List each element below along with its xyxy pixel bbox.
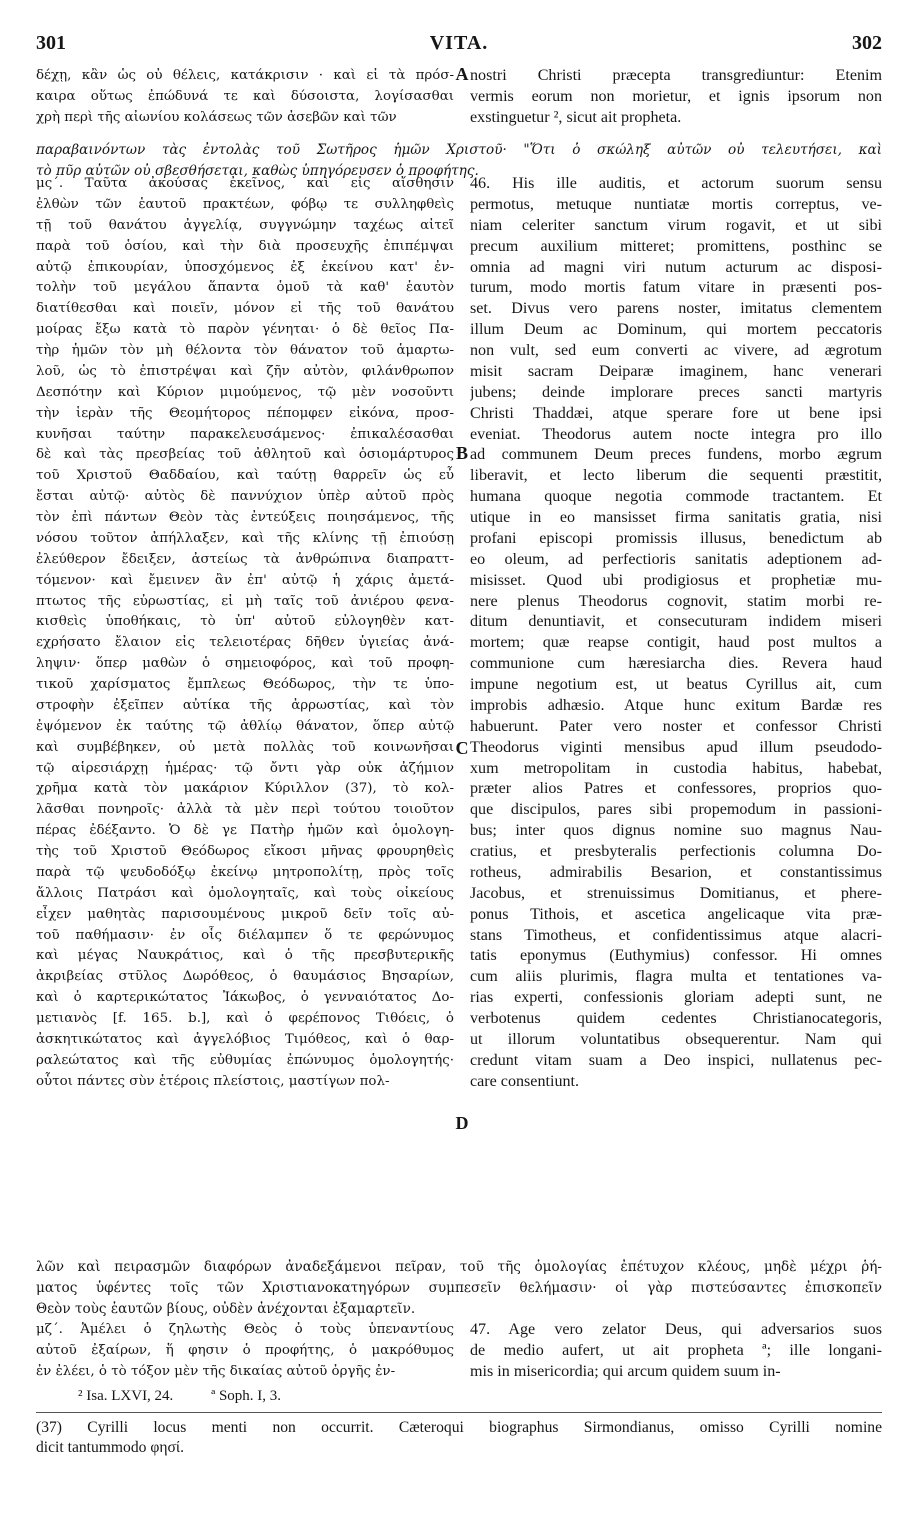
text-line: αὐτοῦ ἐξαίρων, ἥ φησιν ὁ προφήτης, ὁ μακρόθυμος [36,1342,454,1358]
page-number-left: 301 [36,32,66,54]
text-line: κυνῆσαι ταύτην παρακελευσάμενος· ἐπικαλέσασθαι [36,426,454,442]
text-line: τὴρ ἡμῶν τὸν μὴ θέλοντα τὸν θάνατον τοῦ ἁμαρτω- [36,343,454,358]
text-line: καὶ ὁ καρτερικώτατος Ἰάκωβος, ὁ γενναιότατος Δο- [36,990,454,1006]
text-line: τῷ αἱρεσιάρχῃ ἡμέρας· τῷ ὄντι γὰρ οὐκ ἀζήμιον [36,760,454,776]
text-line: præter alios Patres et confessores, proprios quo- [470,780,882,798]
footnote-rule [36,1412,882,1413]
text-line: ut illorum voluntatibus obsequerentur. Nam qui [470,1030,882,1048]
text-line: que discipulos, pares sibi propemodum in passioni- [470,801,882,819]
text-line: vermis eorum non morietur, et ignis ipsorum non [470,87,882,105]
text-line: νόσου τοῦτον ἀπήλλαξεν, καὶ τῆς κλίνης τῇ ἐπιούσῃ [36,530,454,546]
text-line: omnia ad magni viri nutum acturum ac disposi- [470,258,882,276]
text-line: ραλεώτατος καὶ τῆς εὐθυμίας ἐπώνυμος ὁμολογητής· [36,1052,454,1068]
text-line: τῇ τοῦ θανάτου ἀγγελίᾳ, συγγνώμην ταχέως αἰτεῖ [36,217,454,233]
latin-column-main [470,174,882,1093]
page-header [36,32,882,56]
text-line: Δεσπότην καὶ Κύριον μιμούμενος, τῷ μὲν νοσοῦντι [36,384,454,400]
text-line: καὶ μέγας Ναυκράτιος, καὶ ὁ τῆς πρεσβυτερικῆς [36,948,454,964]
text-line: Jacobus, et strenuissimus Domitianus, et phere- [470,884,882,902]
text-line: αὐτῷ ἐπικουρίαν, ὑποσχόμενος ἐξ ἐκείνου κατ' ἐν- [36,259,454,275]
text-line: ματος ὑφέντες τοῖς τῶν Χριστιανοκατηγόρων συμπεσεῖν θελήμασιν· οἱ γὰρ πιστεύσαντες ἐπισκοπεῖν [36,1279,882,1296]
text-line: 46. His ille auditis, et actorum suorum sensu [470,175,882,192]
text-line: 47. Age vero zelator Deus, qui adversarios suos [470,1321,882,1338]
text-line: misisset. Quod ubi prodigiosus et prophetiæ mu- [470,571,882,589]
text-line: ditum denuntiavit, et consecuturam indidem miseri [470,613,882,631]
latin-column-top [470,66,882,129]
text-line: ἔσται αὐτῷ· αὐτὸς δὲ παννύχιον ὑπὲρ αὐτοῦ πρὸς [36,489,454,505]
text-line: jubens; deinde implorare preces sancti martyris [470,383,882,401]
text-line: παρὰ τοῦ ὁσίου, καὶ τὴν διὰ προσευχῆς ἐπιπέμψαι [36,238,454,254]
text-line: ἐν ἐλέει, ὁ τὸ τόξον μὲν τῆς δικαίας αὐτοῦ ὀργῆς ἐν- [36,1363,396,1379]
text-line: illum Deum ac Dominum, qui mortem peccatoris [470,321,882,339]
text-line: τὴν ἱερὰν τῆς Θεομήτορος πέπομφεν εἰκόνα, προσ- [36,405,454,421]
text-line: tatis eponymus (Euthymius) confessor. Hi omnes [470,947,882,965]
text-line: set. Divus vero parens noster, imitatus clementem [470,300,882,318]
text-line: λῶν καὶ πειρασμῶν διαφόρων ἀναδεξάμενοι πεῖραν, τοῦ τῆς ὁμολογίας ἐπέτυχον κλέους, μηδὲ μέχρι ῥή- [36,1259,882,1275]
latin-column-bottom [470,1320,882,1383]
text-line: nere plenus Theodorus cognovit, statim morbi re- [470,592,882,610]
text-line: δὲ καὶ τὰς πρεσβείας τοῦ ἀθλητοῦ καὶ ὁσιομάρτυρος [36,447,454,463]
text-line: μοίρας ἔξω κατὰ τὸ παρὸν γένηται· ὁ δὲ θεῖος Πα- [36,322,454,338]
text-line: διατίθεσθαι καὶ ποιεῖν, μόνον εἰ τῆς τοῦ θανάτου [36,301,454,317]
text-line: τόμενον· καὶ ἔμεινεν ἂν ἐπ' αὐτῷ ἡ χάρις ἀμετά- [36,572,454,588]
text-line: πέρας ἐδέξαντο. Ὁ δὲ γε Πατὴρ ἡμῶν καὶ ὁμολογη- [36,823,454,839]
text-line: misit sacram Deiparæ imaginem, hanc venerari [470,362,882,380]
text-line: εχρήσατο ἔλαιον εἰς τελειοτέρας δῆθεν ὑγιείας ἀνά- [36,635,454,651]
text-line: στροφὴν ἐξεῖπεν αὐτίκα τῆς ἀρρωστίας, καὶ τὸν [36,697,454,713]
text-line: rias experti, confessionis gloriam adepti sunt, ne [470,989,882,1007]
text-line: xum metropolitam in custodia habitus, habebat, [470,759,882,777]
text-line: τὴς τοῦ Χριστοῦ Θεόδωρος εἴκοσι μῆνας φρουρηθεὶς [36,844,454,859]
greek-column-bottom [36,1320,454,1383]
text-line: eo oleum, ad perfectioris sanitatis adeptionem ad- [470,550,882,568]
text-line: μς΄. Ταῦτα ἀκούσας ἐκεῖνος, καὶ εἰς αἴσθησιν [36,176,454,191]
footnote-sophonias: ª Soph. I, 3. [211,1388,282,1404]
text-line: mortem; quæ reapse contigit, haud post multos a [470,634,882,652]
text-line: care consentiunt. [470,1072,580,1090]
text-line: λοῦ, ὡς τὸ ἐπιστρέψαι καὶ ζῆν αὐτὸν, φιλάνθρωπον [36,363,454,379]
text-line: niam celeriter sanctum virum rogavit, et ut sibi [470,216,882,234]
text-line: τὸν ἐπὶ πάντων Θεὸν τὰς ἐντεύξεις ποιησάμενος, τῆς [36,510,454,525]
margin-marker-a: A [455,64,469,84]
text-line: humana quoque negotia commode tractantem. Et [470,488,882,506]
text-line: λᾶσθαι πονηροῖς· ἀλλὰ τὰ μὲν περὶ τούτου τοιοῦτον [36,802,454,818]
text-line: cratius, et presbyteralis perfectionis columna Do- [470,843,882,860]
text-line: liberavit, et lecto liberum die sequenti præstitit, [470,467,882,485]
text-line: ληψιν· ὅπερ μαθὼν ὁ σημειοφόρος, καὶ τοῦ προφη- [36,656,454,672]
text-line: impune negotium est, ut beatus Cyrillus ait, cum [470,676,882,693]
text-line: de medio aufert, ut ait propheta ª; ille longani- [470,1341,882,1359]
text-line: παραβαινόντων τὰς ἐντολὰς τοῦ Σωτῆρος ἡμῶν Χριστοῦ· "Ὅτι ὁ σκώληξ αὐτῶν οὐ τελευτήσει, καὶ [36,142,882,158]
text-line: ad communem Deum preces fundens, morbo ægrum [470,446,882,464]
text-line: turum, modo mortis fatum vitare in præsenti pos- [470,279,882,297]
text-line: τολὴν τοῦ μεγάλου ἅπαντα ὁμοῦ τὰ καθ' ἑαυτὸν [36,280,454,296]
text-line: dicit tantummodo φησί. [36,1439,184,1456]
text-line: exstinguetur ², sicut ait propheta. [470,108,682,126]
footnote-isaiah: ² Isa. LXVI, 24. [78,1388,174,1404]
text-line: utique in eo mansisset firma sanitatis gratia, nisi [470,509,882,526]
text-line: profani episcopi promissis illusus, benedictum ab [470,529,882,547]
text-line: καὶ συμβέβηκεν, οὐ μετὰ πολλὰς τοῦ κοινωνῆσαι [36,739,454,755]
greek-column-main [36,174,454,1093]
text-line: (37) Cyrilli locus menti non occurrit. Cæteroqui biographus Sirmondianus, omisso Cyrilli nomine [36,1419,882,1436]
text-line: cum aliis plurimis, flagra multa et tentationes va- [470,968,882,986]
text-line: improbis adhæsio. Atque hunc exitum Bardæ res [470,696,882,714]
text-line: ἐλθὼν τῶν ἑαυτοῦ πρακτέων, φόβῳ τε συλληφθεὶς [36,196,454,212]
text-line: τὸ πῦρ αὐτῶν οὐ σβεσθήσεται, καθὼς ὑπηγόρευσεν ὁ προφήτης. [36,162,479,179]
text-line: rotheus, admirabilis Besarion, et constantissimus [470,863,882,881]
text-line: permotus, metuque nuntiatæ mortis correptus, ve- [470,195,882,213]
text-line: εἶχεν μαθητὰς παρισουμένους μικροῦ δεῖν τοῖς αὐ- [36,906,454,922]
text-line: Theodorus viginti mensibus apud illum pseudodo- [470,738,882,756]
text-line: μζ΄. Ἀμέλει ὁ ζηλωτὴς Θεὸς ὁ τοὺς ὑπεναντίους [36,1322,454,1337]
text-line: ἐλεύθερον ἔδειξεν, ἀστείως τὰ ἀνθρώπινα διαπραττ- [36,551,454,567]
text-line: μετιανὸς [f. 165. b.], καὶ ὁ φερέπονος Τιθόεις, ὁ [36,1011,454,1026]
text-line: nostri Christi præcepta transgrediuntur: Etenim [470,67,882,84]
text-line: Θεὸν τοὺς ἑαυτῶν βίους, οὐδὲν ἀνέχονται ἐξαμαρτεῖν. [36,1300,416,1317]
endnote-37 [36,1418,882,1458]
text-line: communione cum hæresiarcha dies. Revera haud [470,655,882,673]
greek-full-width-b [36,1257,882,1320]
text-line: ἐψόμενον ἐκ ταύτης τῷ ἀθλίῳ θάνατον, ὅπερ αὐτῷ [36,718,454,734]
text-line: eveniat. Theodorus autem nocte integra pro illo [470,425,882,443]
page-number-right: 302 [852,32,882,54]
text-line: χρὴ περὶ τῆς αἰωνίου κολάσεως τῶν ἀσεβῶν καὶ τῶν [36,109,397,125]
text-line: mis in misericordia; qui arcum quidem suum in- [470,1362,781,1380]
text-line: καιρα οὕτως ἐπώδυνά τε καὶ δύσοιστα, λογίσασθαι [36,88,454,104]
text-line: non vult, sed eum converti ac vivere, ad ægrotum [470,342,882,359]
margin-marker-b: B [455,443,468,463]
greek-column-top [36,66,454,129]
text-line: οὗτοι πάντες σὺν ἑτέροις πλείστοις, μαστίγων πολ- [36,1073,390,1089]
text-line: ἀκριβείας στῦλος Δωρόθεος, ὁ θαυμάσιος Βησαρίων, [36,969,454,985]
text-line: bus; inter quos dignus nomine suo magnus Nau- [470,822,882,840]
text-line: δέχῃ, κἂν ὡς οὐ θέλεις, κατάκρισιν · καὶ εἰ τὰ πρόσ- [36,68,454,83]
text-line: τοῦ παθήμασιν· ἐν οἷς διέλαμπεν ὅ τε φερώνυμος [36,927,454,943]
running-title: VITA. [429,32,489,54]
margin-marker-c: C [455,738,469,758]
text-line: τοῦ Χριστοῦ Θαδδαίου, καὶ ταύτῃ θαρρεῖν ὡς εὖ [36,468,454,484]
text-line: χρῆμα κατὰ τὸν μακάριον Κύριλλον (37), τὸ κολ- [36,781,454,797]
text-line: verbotenus quidem cedentes Christianocategoris, [470,1010,882,1027]
text-line: credunt vitam suam a Deo inspici, nullatenus pec- [470,1051,882,1069]
text-line: precum auxilium mitteret; promittens, posthinc se [470,237,882,255]
text-line: παρὰ τῷ ψευδοδόξῳ ἐκείνῳ μητροπολίτῃ, πρὸς τοῖς [36,864,454,880]
text-line: stans Timotheus, et confidentissimus atque alacri- [470,926,882,944]
scripture-footnotes [78,1388,315,1405]
text-line: Christi Thaddæi, atque sperare fore ut bene ipsi [470,404,882,422]
text-line: habuerunt. Pater vero noster et confessor Christi [470,717,882,735]
text-line: πτωτος τῆς εὐρωστίας, εἰ μὴ ταῖς τοῦ ἀνιέρου φενα- [36,593,454,609]
text-line: τικοῦ χαρίσματος ἔμπλεως Θεόδωρος, τὴν τε ὑπο- [36,677,454,692]
text-line: ἄλλοις Πατράσι καὶ ὁμολογηταῖς, καὶ τοὺς οἰκείους [36,885,454,901]
margin-marker-d: D [455,1113,469,1133]
text-line: κισθεὶς ὑποθήκαις, τὸ ὑπ' αὐτοῦ εὐλογηθὲν κατ- [36,614,454,630]
text-line: ponus Tithois, et ascetica angelicaque vita præ- [470,905,882,923]
text-line: ἀσκητικώτατος καὶ ἀγγελόβιος Τιμόθεος, καὶ ὁ θαρ- [36,1031,454,1047]
